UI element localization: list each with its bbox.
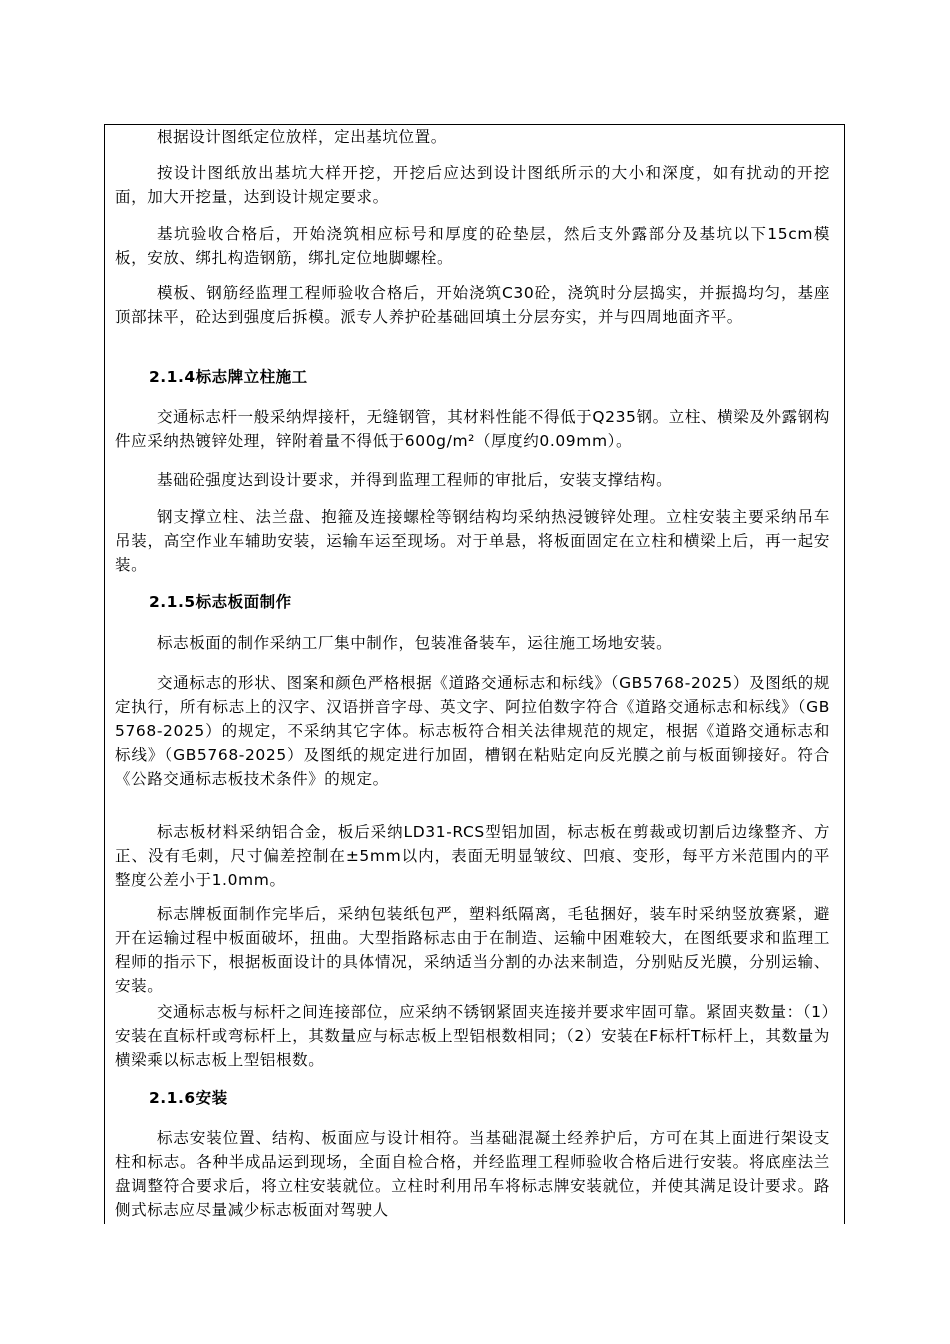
paragraph-factory-production: 标志板面的制作采纳工厂集中制作，包装准备装车，运往施工场地安装。	[157, 634, 673, 652]
paragraph-sign-standards: 交通标志的形状、图案和颜色严格根据《道路交通标志和标线》（GB5768-2025）及图纸的规定执行，所有标志上的汉字、汉语拼音字母、英文字、阿拉伯数字符合《道路交通标志和标线》（GB5768-2025）的规定，不采纳其它字体。标志板符合相关法律规范的规定，根据《道路交通标志和标线》（GB5768-2025）及图纸的规定进行加固，槽钢在粘贴定向反光膜之前与板面铆接好。符合《公路交通标志板技术条件》的规定。	[115, 674, 830, 788]
paragraph-packaging: 标志牌板面制作完毕后，采纳包装纸包严，塑料纸隔离，毛毡捆好，装车时采纳竖放赛紧，避开在运输过程中板面破坏，扭曲。大型指路标志由于在制造、运输中困难较大，在图纸要求和监理工程师的指示下，根据板面设计的具体情况，采纳适当分割的办法来制造，分别贴反光膜，分别运输、安装。	[115, 905, 830, 995]
heading-2-1-4: 2.1.4标志牌立柱施工	[149, 368, 308, 386]
document-frame	[104, 124, 845, 1224]
paragraph-sign-material: 标志板材料采纳铝合金，板后采纳LD31-RCS型铝加固，标志板在剪裁或切割后边缘整齐、方正、没有毛刺，尺寸偏差控制在±5mm以内，表面无明显皱纹、凹痕、变形，每平方米范围内的平整度公差小于1.0mm。	[115, 823, 830, 889]
paragraph-support-structure: 基础砼强度达到设计要求，并得到监理工程师的审批后，安装支撑结构。	[157, 471, 673, 489]
paragraph-formwork: 模板、钢筋经监理工程师验收合格后，开始浇筑C30砼，浇筑时分层捣实，并振捣均匀，基座顶部抹平，砼达到强度后拆模。派专人养护砼基础回填土分层夯实，并与四周地面齐平。	[115, 284, 830, 326]
heading-2-1-5: 2.1.5标志板面制作	[149, 593, 292, 611]
paragraph-sign-pole: 交通标志杆一般采纳焊接杆，无缝钢管，其材料性能不得低于Q235钢。立柱、横梁及外露钢构件应采纳热镀锌处理，锌附着量不得低于600g/m²（厚度约0.09mm）。	[115, 408, 830, 450]
paragraph-stakeout: 根据设计图纸定位放样，定出基坑位置。	[157, 128, 447, 146]
paragraph-connection: 交通标志板与标杆之间连接部位，应采纳不锈钢紧固夹连接并要求牢固可靠。紧固夹数量：（1）安装在直标杆或弯标杆上，其数量应与标志板上型铝根数相同；（2）安装在F标杆T标杆上，其数量为横梁乘以标志板上型铝根数。	[115, 1003, 830, 1069]
paragraph-installation: 标志安装位置、结构、板面应与设计相符。当基础混凝土经养护后，方可在其上面进行架设支柱和标志。各种半成品运到现场，全面自检合格，并经监理工程师验收合格后进行安装。将底座法兰盘调整符合要求后，将立柱安装就位。立柱时利用吊车将标志牌安装就位，并使其满足设计要求。路侧式标志应尽量减少标志板面对驾驶人	[115, 1129, 830, 1219]
heading-2-1-6: 2.1.6安装	[149, 1089, 228, 1107]
paragraph-steel-support: 钢支撑立柱、法兰盘、抱箍及连接螺栓等钢结构均采纳热浸镀锌处理。立柱安装主要采纳吊车吊装，高空作业车辅助安装，运输车运至现场。对于单悬，将板面固定在立柱和横梁上后，再一起安装。	[115, 508, 830, 574]
paragraph-foundation-pit: 基坑验收合格后，开始浇筑相应标号和厚度的砼垫层，然后支外露部分及基坑以下15cm模板，安放、绑扎构造钢筋，绑扎定位地脚螺栓。	[115, 225, 830, 267]
paragraph-excavation: 按设计图纸放出基坑大样开挖，开挖后应达到设计图纸所示的大小和深度，如有扰动的开挖面，加大开挖量，达到设计规定要求。	[115, 164, 830, 206]
